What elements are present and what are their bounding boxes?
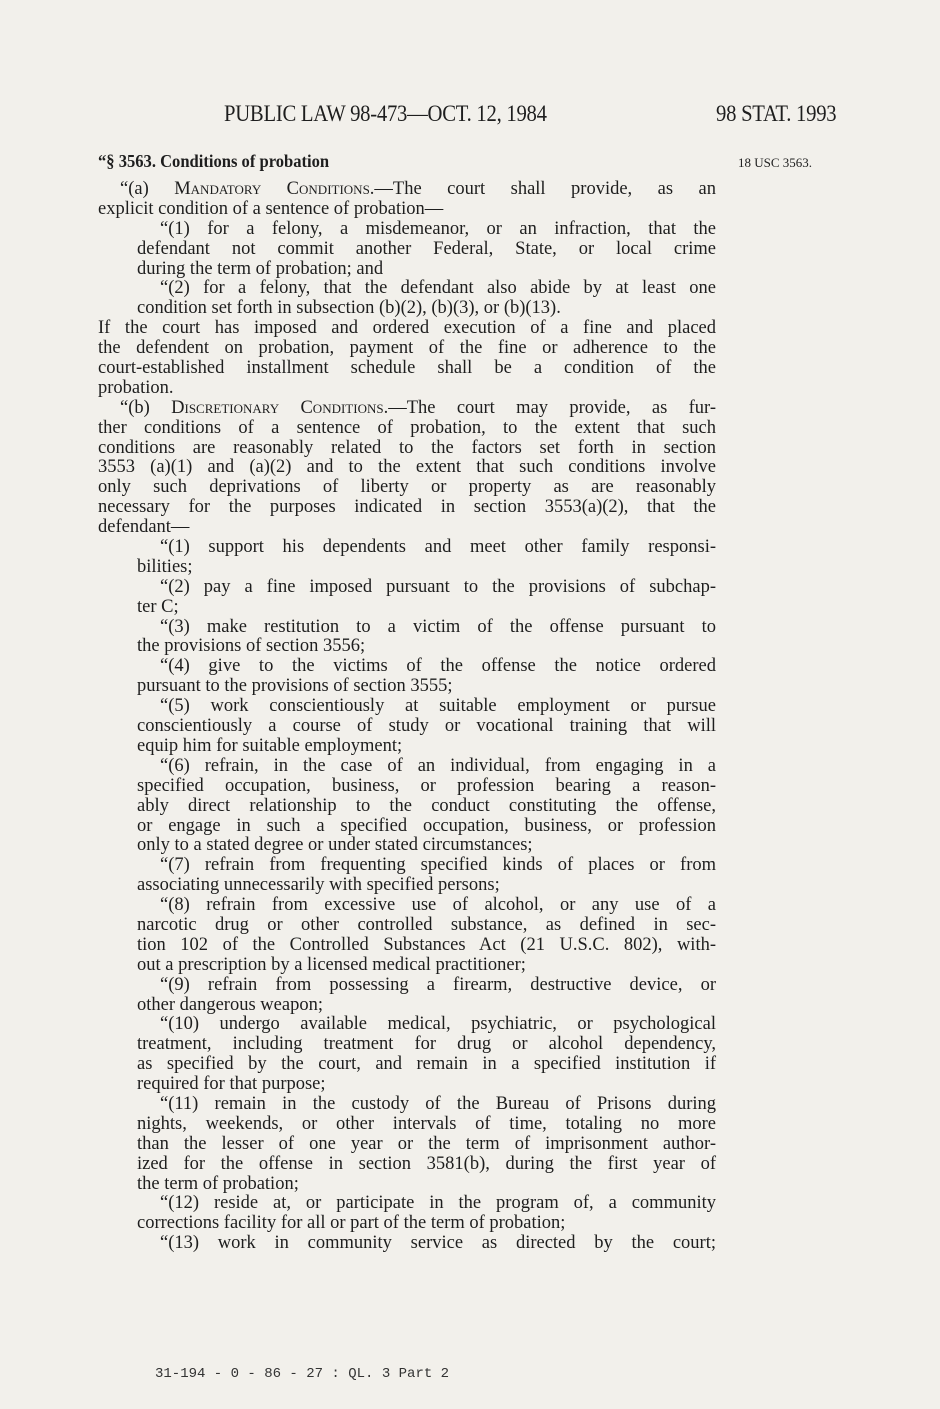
text-line: conscientiously a course of study or vocational training that will (137, 716, 716, 737)
text-line: “(5) work conscientiously at suitable employment or pursue (160, 696, 716, 717)
section-title: “§ 3563. Conditions of probation (98, 151, 330, 171)
text-line: as specified by the court, and remain in a specified institution if (137, 1054, 716, 1075)
text-line: out a prescription by a licensed medical practitioner; (137, 954, 526, 975)
text-line: “(11) remain in the custody of the Bureau of Prisons during (160, 1093, 716, 1114)
paragraph (98, 657, 716, 697)
paragraph (98, 180, 716, 220)
paragraph (98, 856, 716, 896)
text-line: other dangerous weapon; (137, 994, 323, 1015)
text-line: the term of probation; (137, 1173, 299, 1194)
text-line: “(7) refrain from frequenting specified kinds of places or from (160, 855, 716, 876)
text-line: “(b) Discretionary Conditions.—The court may provide, as fur- (120, 397, 716, 418)
paragraph (98, 538, 716, 578)
text-line: “(12) reside at, or participate in the program of, a community (160, 1193, 716, 1214)
text-line: ther conditions of a sentence of probation, to the extent that such (98, 417, 716, 438)
text-line: conditions are reasonably related to the factors set forth in section (98, 437, 716, 458)
text-line: narcotic drug or other controlled substance, as defined in sec- (137, 914, 716, 935)
text-line: associating unnecessarily with specified persons; (137, 875, 500, 896)
text-line: ized for the offense in section 3581(b), during the first year of (137, 1153, 716, 1174)
text-line: treatment, including treatment for drug or alcohol dependency, (137, 1034, 716, 1055)
paragraph (98, 279, 716, 319)
document-body (98, 180, 716, 1254)
print-footer: 31-194 - 0 - 86 - 27 : QL. 3 Part 2 (155, 1366, 450, 1382)
text-line: “(4) give to the victims of the offense the notice ordered (160, 656, 716, 677)
text-line: 3553 (a)(1) and (a)(2) and to the extent that such conditions involve (98, 457, 716, 478)
text-line: court-established installment schedule shall be a condition of the (98, 358, 716, 379)
paragraph (98, 578, 716, 618)
text-line: tion 102 of the Controlled Substances Act (21 U.S.C. 802), with- (137, 934, 716, 955)
paragraph (98, 1234, 716, 1254)
margin-note: 18 USC 3563. (738, 155, 813, 170)
text-line: probation. (98, 377, 174, 398)
paragraph (98, 697, 716, 757)
paragraph (98, 618, 716, 658)
text-line: the defendent on probation, payment of the fine or adherence to the (98, 338, 716, 359)
text-line: only to a stated degree or under stated circumstances; (137, 835, 533, 856)
text-line: equip him for suitable employment; (137, 735, 403, 756)
paragraph (98, 976, 716, 1016)
running-header-title: PUBLIC LAW 98-473—OCT. 12, 1984 (224, 101, 547, 126)
paragraph (98, 399, 716, 538)
text-line: “(a) Mandatory Conditions.—The court shall provide, as an (120, 179, 716, 199)
text-line: pursuant to the provisions of section 3555; (137, 676, 453, 697)
text-line: “(10) undergo available medical, psychiatric, or psychological (160, 1014, 716, 1035)
text-line: nights, weekends, or other intervals of time, totaling no more (137, 1113, 716, 1134)
paragraph (98, 220, 716, 280)
text-line: “(2) pay a fine imposed pursuant to the provisions of subchap- (160, 576, 716, 597)
text-line: required for that purpose; (137, 1074, 326, 1095)
text-line: “(8) refrain from excessive use of alcohol, or any use of a (160, 895, 716, 916)
text-line: “(1) support his dependents and meet other family responsi- (160, 537, 716, 558)
text-line: specified occupation, business, or profession bearing a reason- (137, 775, 716, 796)
text-line: “(3) make restitution to a victim of the offense pursuant to (160, 616, 716, 637)
text-line: defendant— (98, 517, 190, 538)
text-line: “(13) work in community service as directed by the court; (160, 1233, 716, 1254)
text-line: only such deprivations of liberty or property as are reasonably (98, 477, 716, 498)
text-line: “(9) refrain from possessing a firearm, destructive device, or (160, 974, 716, 995)
paragraph (98, 896, 716, 976)
text-line: explicit condition of a sentence of probation— (98, 198, 444, 219)
text-line: defendant not commit another Federal, State, or local crime (137, 238, 716, 259)
text-line: “(2) for a felony, that the defendant also abide by at least one (160, 278, 716, 299)
text-line: ably direct relationship to the conduct constituting the offense, (137, 795, 716, 816)
text-line: “(1) for a felony, a misdemeanor, or an infraction, that the (160, 218, 716, 239)
subsection-heading: Mandatory Conditions (174, 179, 370, 199)
paragraph (98, 757, 716, 856)
paragraph (98, 1095, 716, 1194)
paragraph (98, 1194, 716, 1234)
text-line: the provisions of section 3556; (137, 636, 366, 657)
text-line: corrections facility for all or part of the term of probation; (137, 1213, 566, 1234)
subsection-heading: Discretionary Conditions (171, 397, 384, 418)
text-line: If the court has imposed and ordered execution of a fine and placed (98, 318, 716, 339)
page-number: 98 STAT. 1993 (716, 101, 837, 126)
text-line: ter C; (137, 596, 179, 617)
paragraph (98, 319, 716, 399)
text-line: “(6) refrain, in the case of an individual, from engaging in a (160, 755, 716, 776)
text-line: condition set forth in subsection (b)(2), (b)(3), or (b)(13). (137, 298, 561, 319)
text-line: than the lesser of one year or the term of imprisonment author- (137, 1133, 716, 1154)
text-line: or engage in such a specified occupation, business, or profession (137, 815, 716, 836)
paragraph (98, 1015, 716, 1095)
text-line: bilities; (137, 556, 193, 577)
text-line: during the term of probation; and (137, 258, 384, 279)
text-line: necessary for the purposes indicated in section 3553(a)(2), that the (98, 497, 716, 518)
